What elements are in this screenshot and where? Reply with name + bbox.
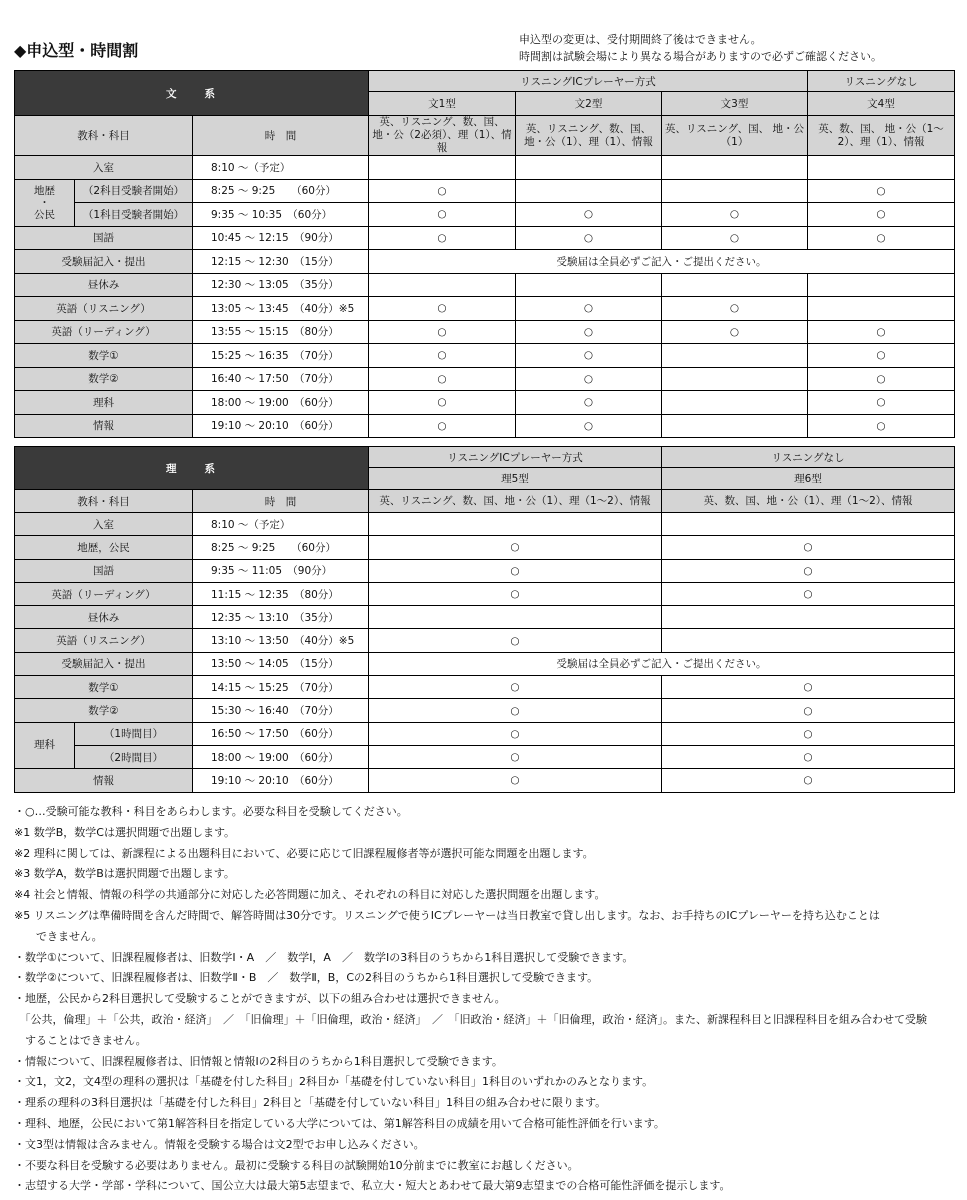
availability-mark: ○	[808, 391, 955, 415]
row-subject: 数学②	[15, 367, 193, 391]
availability-mark	[369, 513, 662, 536]
bunkei-heading: 文系	[15, 71, 369, 116]
table-row	[15, 536, 955, 559]
availability-mark	[808, 156, 955, 180]
row-time: 9:35 〜 11:05 （90分）	[193, 559, 369, 582]
rikei-col-subject: 教科・科目	[15, 490, 193, 513]
availability-mark	[369, 606, 662, 629]
row-time: 13:50 〜 14:05 （15分）	[193, 652, 369, 675]
row-time: 11:15 〜 12:35 （80分）	[193, 582, 369, 605]
availability-mark: ○	[808, 226, 955, 250]
bunkei-table	[14, 70, 955, 438]
table-row	[15, 676, 955, 699]
availability-mark: ○	[369, 226, 516, 250]
table-row	[15, 769, 955, 792]
table-row	[15, 582, 955, 605]
availability-mark: ○	[662, 676, 955, 699]
footnote-line: ・数学②について、旧課程履修者は、旧数学Ⅱ・B ／ 数学Ⅱ，B，Cの2科目のうちから1科目選択して受験できます。	[14, 971, 599, 985]
table-row	[15, 273, 955, 297]
row-time: 12:15 〜 12:30 （15分）	[193, 250, 369, 274]
table-row	[15, 250, 955, 274]
footnote-line: ・数学①について、旧課程履修者は、旧数学Ⅰ・A ／ 数学Ⅰ，A ／ 数学Ⅰの3科目のうちから1科目選択して受験できます。	[14, 950, 634, 964]
availability-mark: ○	[808, 203, 955, 227]
footnote-line: できません。	[14, 929, 103, 943]
availability-mark	[516, 179, 662, 203]
bunkei-type-2-subjects: 英、リスニング、数、国、 地・公（1）、理（1）、情報	[516, 116, 662, 156]
row-time: 18:00 〜 19:00 （60分）	[193, 745, 369, 768]
rikei-type-5: 理5型	[369, 468, 662, 490]
availability-mark: ○	[662, 536, 955, 559]
availability-mark	[369, 156, 516, 180]
row-subject: 地歴，公民	[15, 536, 193, 559]
row-subject: 入室	[15, 513, 193, 536]
bunkei-group-none: リスニングなし	[808, 71, 955, 92]
availability-mark: ○	[369, 769, 662, 792]
row-subject: 入室	[15, 156, 193, 180]
availability-mark: ○	[369, 367, 516, 391]
availability-mark: ○	[662, 699, 955, 722]
row-time: 12:35 〜 13:10 （35分）	[193, 606, 369, 629]
header-note-2: 時間割は試験会場により異なる場合がありますので必ずご確認ください。	[519, 50, 882, 63]
row-subject: 昼休み	[15, 273, 193, 297]
availability-mark: ○	[369, 676, 662, 699]
table-row	[15, 391, 955, 415]
bunkei-group-ic: リスニングICプレーヤー方式	[369, 71, 808, 92]
table-row	[15, 414, 955, 438]
row-time: 15:30 〜 16:40 （70分）	[193, 699, 369, 722]
row-subject: 国語	[15, 226, 193, 250]
row-time: 10:45 〜 12:15 （90分）	[193, 226, 369, 250]
row-time: 8:10 〜（予定）	[193, 513, 369, 536]
footnote-line: ・文1，文2，文4型の理科の選択は「基礎を付した科目」2科目か「基礎を付していない科目」1科目のいずれかのみとなります。	[14, 1075, 654, 1089]
row-time: 8:25 〜 9:25 （60分）	[193, 179, 369, 203]
table-row	[15, 699, 955, 722]
footnote-line: ・理系の理科の3科目選択は「基礎を付した科目」2科目と「基礎を付していない科目」1科目の組み合わせに限ります。	[14, 1096, 607, 1110]
row-time: 16:50 〜 17:50 （60分）	[193, 722, 369, 745]
rikei-col-time: 時 間	[193, 490, 369, 513]
row-time: 8:10 〜（予定）	[193, 156, 369, 180]
availability-mark: ○	[369, 203, 516, 227]
notice-cell: 受験届は全員必ずご記入・ご提出ください。	[369, 652, 955, 675]
row-subject: 数学①	[15, 676, 193, 699]
availability-mark: ○	[369, 559, 662, 582]
table-row	[15, 745, 955, 768]
row-subject: 数学①	[15, 344, 193, 368]
table-row	[15, 344, 955, 368]
availability-mark: ○	[369, 297, 516, 321]
availability-mark	[662, 367, 808, 391]
table-row	[15, 320, 955, 344]
availability-mark: ○	[369, 745, 662, 768]
table-row	[15, 156, 955, 180]
row-time: 19:10 〜 20:10 （60分）	[193, 769, 369, 792]
availability-mark: ○	[516, 320, 662, 344]
availability-mark: ○	[808, 367, 955, 391]
row-subject: 英語（リーディング）	[15, 582, 193, 605]
availability-mark	[369, 273, 516, 297]
bunkei-type-4: 文4型	[808, 92, 955, 116]
availability-mark	[808, 297, 955, 321]
row-subject: 受験届記入・提出	[15, 652, 193, 675]
availability-mark: ○	[662, 559, 955, 582]
availability-mark	[516, 273, 662, 297]
availability-mark: ○	[516, 391, 662, 415]
availability-mark: ○	[516, 367, 662, 391]
table-row	[15, 606, 955, 629]
rikei-group-none: リスニングなし	[662, 447, 955, 468]
footnote-line: ・志望する大学・学部・学科について、国公立大は最大第5志望まで、私立大・短大とあわせて最大第9志望までの合格可能性評価を提示します。	[14, 1179, 731, 1193]
availability-mark	[662, 391, 808, 415]
row-time: 13:55 〜 15:15 （80分）	[193, 320, 369, 344]
availability-mark: ○	[516, 414, 662, 438]
group-label: 地歴 ・ 公民	[15, 179, 75, 226]
availability-mark: ○	[369, 629, 662, 652]
footnote-line: ・理科、地歴，公民において第1解答科目を指定している大学については、第1解答科目の成績を用いて合格可能性評価を行います。	[14, 1117, 665, 1130]
footnote-line: ※5 リスニングは準備時間を含んだ時間で、解答時間は30分です。リスニングで使うICプレーヤーは当日教室で貸し出します。なお、お手持ちのICプレーヤーを持ち込むことは	[14, 909, 880, 922]
row-subject: 昼休み	[15, 606, 193, 629]
availability-mark: ○	[662, 745, 955, 768]
rikei-group-ic: リスニングICプレーヤー方式	[369, 447, 662, 468]
availability-mark: ○	[808, 414, 955, 438]
availability-mark: ○	[369, 536, 662, 559]
footnote-line: ・地歴，公民から2科目選択して受験することができますが、以下の組み合わせは選択できません。	[14, 992, 506, 1006]
table-row	[15, 203, 955, 227]
row-subject: 英語（リーディング）	[15, 320, 193, 344]
bunkei-type-3-subjects: 英、リスニング、国、 地・公（1）	[662, 116, 808, 156]
availability-mark	[662, 179, 808, 203]
row-time: 18:00 〜 19:00 （60分）	[193, 391, 369, 415]
availability-mark: ○	[662, 203, 808, 227]
rikei-type-6: 理6型	[662, 468, 955, 490]
availability-mark	[662, 606, 955, 629]
availability-mark: ○	[369, 722, 662, 745]
table-row	[15, 226, 955, 250]
group-label: 理科	[15, 722, 75, 769]
table-row	[15, 297, 955, 321]
footnote-line: ・不要な科目を受験する必要はありません。最初に受験する科目の試験開始10分前までに教室にお越しください。	[14, 1158, 579, 1172]
availability-mark: ○	[369, 582, 662, 605]
bunkei-type-1: 文1型	[369, 92, 516, 116]
bunkei-type-3: 文3型	[662, 92, 808, 116]
footnote-line: することはできません。	[14, 1033, 147, 1047]
row-time: 16:40 〜 17:50 （70分）	[193, 367, 369, 391]
table-row	[15, 513, 955, 536]
row-time: 15:25 〜 16:35 （70分）	[193, 344, 369, 368]
row-subject: 情報	[15, 414, 193, 438]
availability-mark	[662, 629, 955, 652]
availability-mark: ○	[516, 344, 662, 368]
table-row	[15, 179, 955, 203]
availability-mark: ○	[516, 203, 662, 227]
availability-mark: ○	[369, 320, 516, 344]
row-subject: 情報	[15, 769, 193, 792]
footnote-line: ・○…受験可能な教科・科目をあらわします。必要な科目を受験してください。	[14, 805, 408, 818]
footnote-line: ※4 社会と情報、情報の科学の共通部分に対応した必答問題に加え、それぞれの科目に対応した選択問題を出題します。	[14, 888, 606, 902]
row-time: 13:10 〜 13:50 （40分）※5	[193, 629, 369, 652]
availability-mark	[662, 414, 808, 438]
availability-mark: ○	[369, 344, 516, 368]
table-row	[15, 559, 955, 582]
availability-mark: ○	[662, 722, 955, 745]
row-subject: 数学②	[15, 699, 193, 722]
table-row	[15, 629, 955, 652]
availability-mark: ○	[516, 297, 662, 321]
availability-mark: ○	[369, 179, 516, 203]
row-subject: 理科	[15, 391, 193, 415]
header-note-1: 申込型の変更は、受付期間終了後はできません。	[519, 33, 762, 46]
availability-mark	[808, 273, 955, 297]
row-subject: （2科目受験者開始）	[75, 179, 193, 203]
availability-mark	[662, 344, 808, 368]
bunkei-col-subject: 教科・科目	[15, 116, 193, 156]
row-time: 12:30 〜 13:05 （35分）	[193, 273, 369, 297]
rikei-type-5-subjects: 英、リスニング、数、国、地・公（1）、理（1〜2）、情報	[369, 490, 662, 513]
footnote-line: ※1 数学B，数学Cは選択問題で出題します。	[14, 825, 236, 839]
availability-mark: ○	[516, 226, 662, 250]
bunkei-type-2: 文2型	[516, 92, 662, 116]
rikei-heading: 理系	[15, 447, 369, 490]
rikei-table	[14, 446, 955, 793]
row-subject: （2時間目）	[75, 745, 193, 768]
rikei-type-6-subjects: 英、数、国、地・公（1）、理（1〜2）、情報	[662, 490, 955, 513]
availability-mark: ○	[369, 414, 516, 438]
footnote-line: 「公共，倫理」＋「公共，政治・経済」 ／ 「旧倫理」＋「旧倫理，政治・経済」 ／ 「旧政治・経済」＋「旧倫理，政治・経済」。また、新課程科目と旧課程科目を組み合わせて受験	[14, 1013, 927, 1026]
row-time: 14:15 〜 15:25 （70分）	[193, 676, 369, 699]
bunkei-type-4-subjects: 英、数、国、 地・公（1〜2）、理（1）、情報	[808, 116, 955, 156]
page-title: ◆申込型・時間割	[14, 41, 139, 60]
bunkei-type-1-subjects: 英、リスニング、数、国、 地・公（2必須）、理（1）、情報	[369, 116, 516, 156]
availability-mark	[662, 156, 808, 180]
row-subject: （1科目受験者開始）	[75, 203, 193, 227]
availability-mark: ○	[369, 699, 662, 722]
footnote-line: ※3 数学A，数学Bは選択問題で出題します。	[14, 867, 235, 881]
bunkei-col-time: 時 間	[193, 116, 369, 156]
table-row	[15, 722, 955, 745]
availability-mark	[516, 156, 662, 180]
availability-mark: ○	[662, 769, 955, 792]
footnote-line: ・文3型は情報は含みません。情報を受験する場合は文2型でお申し込みください。	[14, 1137, 425, 1151]
row-subject: 英語（リスニング）	[15, 297, 193, 321]
row-time: 9:35 〜 10:35 （60分）	[193, 203, 369, 227]
footnote-line: ※2 理科に関しては、新課程による出題科目において、必要に応じて旧課程履修者等が選択可能な問題を出題します。	[14, 846, 594, 860]
availability-mark: ○	[808, 344, 955, 368]
table-row	[15, 367, 955, 391]
notice-cell: 受験届は全員必ずご記入・ご提出ください。	[369, 250, 955, 274]
row-subject: （1時間目）	[75, 722, 193, 745]
footnote-line: ・情報について、旧課程履修者は、旧情報と情報Ⅰの2科目のうちから1科目選択して受験できます。	[14, 1054, 503, 1068]
availability-mark: ○	[662, 582, 955, 605]
row-subject: 受験届記入・提出	[15, 250, 193, 274]
row-time: 13:05 〜 13:45 （40分）※5	[193, 297, 369, 321]
table-row	[15, 652, 955, 675]
availability-mark: ○	[662, 297, 808, 321]
availability-mark: ○	[808, 320, 955, 344]
row-time: 19:10 〜 20:10 （60分）	[193, 414, 369, 438]
availability-mark: ○	[369, 391, 516, 415]
availability-mark: ○	[662, 320, 808, 344]
availability-mark: ○	[808, 179, 955, 203]
row-time: 8:25 〜 9:25 （60分）	[193, 536, 369, 559]
row-subject: 国語	[15, 559, 193, 582]
availability-mark	[662, 513, 955, 536]
row-subject: 英語（リスニング）	[15, 629, 193, 652]
availability-mark: ○	[662, 226, 808, 250]
availability-mark	[662, 273, 808, 297]
